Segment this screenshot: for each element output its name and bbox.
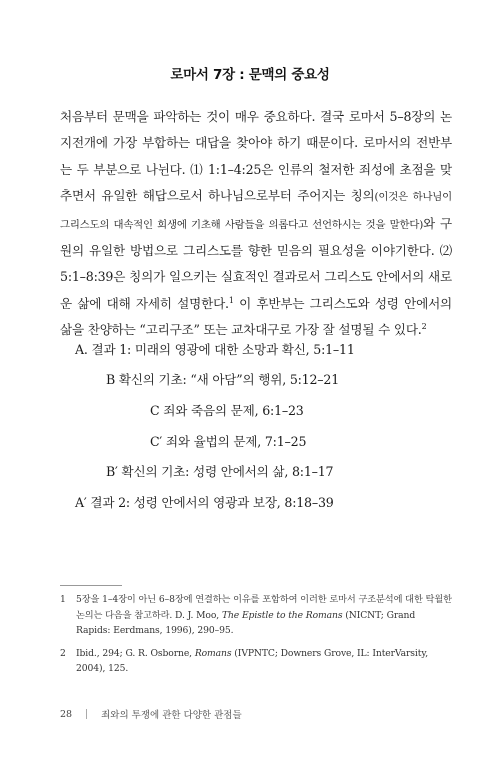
- footnote-divider: [60, 585, 122, 586]
- footer-separator: [86, 709, 87, 719]
- outline-item-c: C 죄와 죽음의 문제, 6:1–23: [150, 403, 304, 418]
- footnote-text: Ibid., 294; G. R. Osborne, Romans (IVPNTC; Downers Grove, IL: InterVarsity, 2004), 125.: [76, 647, 429, 674]
- footnote-number: 1: [60, 594, 66, 605]
- outline-item-b-prime: B′ 확신의 기초: 성령 안에서의 삶, 8:1–17: [106, 464, 334, 479]
- paragraph-text-2: 와 구원의 유일한 방법으로 그리스도를 향한 믿음의 필요성을 이야기한다. ⑵ 5:1–8:39은 칭의가 일으키는 실효적인 결과로서 그리스도 안에서의 새로운 삶에 대해 자세히 설명한다.: [60, 215, 452, 311]
- footnote-2: [60, 646, 452, 677]
- page-footer: [60, 707, 242, 721]
- footnote-1: [60, 592, 452, 639]
- paragraph-text-3: 이 후반부는 그리스도와 성령 안에서의 삶을 찬양하는 “고리구조” 또는 교차대구로 가장 잘 설명될 수 있다.: [60, 295, 452, 338]
- section-title: 로마서 7장 : 문맥의 중요성: [170, 67, 330, 83]
- paragraph-parenthetical: (이것은 하나님이 그리스도의 대속적인 희생에 기초해 사람들을 의롭다고 선언하시는 것을 말한다): [60, 191, 452, 231]
- paragraph-text-1: 처음부터 문맥을 파악하는 것이 매우 중요하다. 결국 로마서 5–8장의 논지전개에 가장 부합하는 대답을 찾아야 하기 때문이다. 로마서의 전반부는 두 부분으로 나뉜다. ⑴ 1:1–4:25은 인류의 철저한 죄성에 초점을 맞추면서 유일한 해답으로서 하나님으로부터 주어지는 칭의: [60, 109, 452, 204]
- footnote-ref-1[interactable]: 1: [228, 295, 234, 305]
- footnote-text: 5장을 1–4장이 아닌 6–8장에 연결하는 이유를 포함하여 이러한 로마서 구조분석에 대한 탁월한 논의는 다음을 참고하라. D. J. Moo, The Epistle to the Romans (NICNT; Grand Rapids: Eerdmans, 1996), 290–95.: [76, 594, 452, 636]
- footnotes: [60, 592, 452, 684]
- running-title: 죄와의 투쟁에 관한 다양한 관점들: [101, 710, 242, 721]
- page-number: 28: [60, 708, 73, 720]
- footnote-ref-2[interactable]: 2: [421, 322, 427, 332]
- outline-item-a: A. 결과 1: 미래의 영광에 대한 소망과 확신, 5:1–11: [75, 342, 355, 357]
- body-paragraph: [60, 104, 452, 344]
- outline-item-b: B 확신의 기초: “새 아담”의 행위, 5:12–21: [106, 372, 340, 387]
- outline-item-c-prime: C′ 죄와 율법의 문제, 7:1–25: [150, 434, 307, 449]
- outline-item-a-prime: A′ 결과 2: 성령 안에서의 영광과 보장, 8:18–39: [75, 495, 334, 510]
- footnote-number: 2: [60, 647, 66, 659]
